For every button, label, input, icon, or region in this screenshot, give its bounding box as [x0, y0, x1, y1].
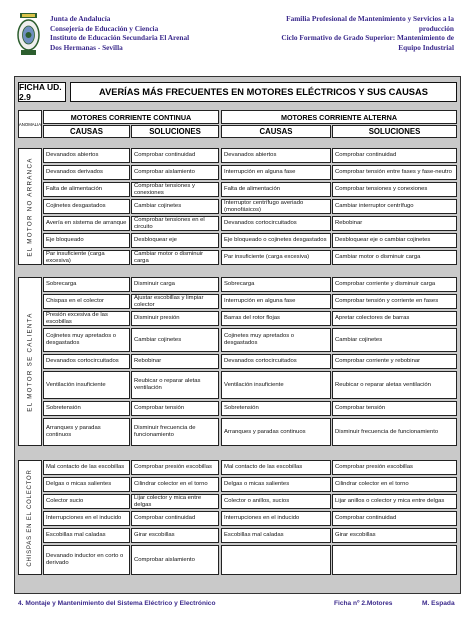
ac-cause-cell: Devanados cortocircuitados	[221, 354, 331, 369]
dc-solution-cell: Comprobar presión escobillas	[131, 460, 219, 475]
ac-cause-cell: Falta de alimentación	[221, 182, 331, 197]
anomaly-group-text: EL MOTOR NO ARRANCA	[26, 156, 34, 257]
ac-solution-cell: Comprobar presión escobillas	[332, 460, 457, 475]
dc-cause-cell: Interrupciones en el inducido	[43, 511, 130, 526]
dc-solution-cell: Disminuir carga	[131, 277, 219, 292]
ac-solution-cell: Cambiar motor o disminuir carga	[332, 250, 457, 265]
ac-solution-cell: Reubicar o reparar aletas ventilación	[332, 371, 457, 399]
ac-solution-cell: Girar escobillas	[332, 528, 457, 543]
dc-solution-cell: Cilindrar colector en el torno	[131, 477, 219, 492]
dc-cause-cell: Escobillas mal caladas	[43, 528, 130, 543]
dc-solution-cell: Comprobar aislamiento	[131, 165, 219, 180]
ac-cause-cell: Interruptor centrífugo averiado (monofásicos)	[221, 199, 331, 214]
dc-cause-cell: Ventilación insuficiente	[43, 371, 130, 399]
ac-cause-cell: Sobrecarga	[221, 277, 331, 292]
ac-cause-cell: Barras del rotor flojas	[221, 311, 331, 326]
ac-cause-cell: Devanados cortocircuitados	[221, 216, 331, 231]
ac-solution-cell: Comprobar corriente y rebobinar	[332, 354, 457, 369]
dc-solution-cell: Disminuir presión	[131, 311, 219, 326]
dc-solution-cell: Ajustar escobillas y limpiar colector	[131, 294, 219, 309]
anomaly-group-label	[18, 277, 42, 446]
dc-cause-cell: Devanados abiertos	[43, 148, 130, 163]
dc-solution-cell: Comprobar continuidad	[131, 511, 219, 526]
dc-cause-cell: Eje bloqueado	[43, 233, 130, 248]
ac-soluciones-header: SOLUCIONES	[332, 125, 457, 138]
dc-solution-cell: Comprobar tensión	[131, 401, 219, 416]
ac-causas-header: CAUSAS	[221, 125, 331, 138]
institution-line: Consejería de Educación y Ciencia	[50, 23, 159, 33]
ac-solution-cell: Lijar anillos o colector y mica entre delgas	[332, 494, 457, 509]
ac-solution-cell: Cambiar cojinetes	[332, 328, 457, 352]
dc-solution-cell: Cambiar cojinetes	[131, 328, 219, 352]
dc-cause-cell: Arranques y paradas continuos	[43, 418, 130, 446]
ficha-title: AVERÍAS MÁS FRECUENTES EN MOTORES ELÉCTRICOS Y SUS CAUSAS	[70, 82, 457, 102]
ac-solution-cell: Comprobar tensiones y conexiones	[332, 182, 457, 197]
ac-cause-cell: Escobillas mal caladas	[221, 528, 331, 543]
dc-cause-cell: Devanado inductor en corto o derivado	[43, 545, 130, 575]
institution-line: Dos Hermanas - Sevilla	[50, 42, 123, 52]
ac-cause-cell: Ventilación insuficiente	[221, 371, 331, 399]
ac-solution-cell: Comprobar tensión	[332, 401, 457, 416]
dc-cause-cell: Devanados derivados	[43, 165, 130, 180]
ac-solution-cell: Desbloquear eje o cambiar cojinetes	[332, 233, 457, 248]
dc-solution-cell: Girar escobillas	[131, 528, 219, 543]
ac-cause-cell: Arranques y paradas continuos	[221, 418, 331, 446]
program-line: Equipo Industrial	[398, 42, 454, 52]
anomaly-group-text: EL MOTOR SE CALIENTA	[26, 311, 34, 412]
dc-cause-cell: Colector sucio	[43, 494, 130, 509]
dc-cause-cell: Avería en sistema de arranque	[43, 216, 130, 231]
dc-cause-cell: Chispas en el colector	[43, 294, 130, 309]
dc-motors-header: MOTORES CORRIENTE CONTINUA	[43, 110, 219, 124]
dc-solution-cell: Comprobar aislamiento	[131, 545, 219, 575]
program-info	[274, 14, 454, 52]
ac-solution-cell: Disminuir frecuencia de funcionamiento	[332, 418, 457, 446]
crest-logo	[17, 13, 40, 56]
dc-solution-cell: Lijar colector y mica entre delgas	[131, 494, 219, 509]
institution-line: Instituto de Educación Secundaria El Arenal	[50, 33, 190, 42]
ac-solution-cell: Cilindrar colector en el torno	[332, 477, 457, 492]
dc-cause-cell: Mal contacto de las escobillas	[43, 460, 130, 475]
ac-cause-cell: Colector o anillos, sucios	[221, 494, 331, 509]
ac-solution-cell	[332, 545, 457, 575]
ac-cause-cell: Sobretensión	[221, 401, 331, 416]
ac-cause-cell: Interrupciones en el inducido	[221, 511, 331, 526]
dc-solution-cell: Rebobinar	[131, 354, 219, 369]
dc-cause-cell: Cojinetes desgastados	[43, 199, 130, 214]
dc-soluciones-header: SOLUCIONES	[131, 125, 219, 138]
ac-solution-cell: Comprobar corriente y disminuir carga	[332, 277, 457, 292]
dc-cause-cell: Falta de alimentación	[43, 182, 130, 197]
ac-solution-cell: Rebobinar	[332, 216, 457, 231]
page-header	[0, 0, 474, 72]
anomaly-group-label	[18, 148, 42, 265]
dc-cause-cell: Sobrecarga	[43, 277, 130, 292]
dc-solution-cell: Desbloquear eje	[131, 233, 219, 248]
anomaly-group-text: CHISPAS EN EL COLECTOR	[27, 468, 33, 567]
ac-cause-cell	[221, 545, 331, 575]
ac-cause-cell: Delgas o micas salientes	[221, 477, 331, 492]
program-line: Familia Profesional de Mantenimiento y Servicios a la	[286, 14, 454, 23]
footer-author: M. Espada	[422, 600, 455, 607]
ac-solution-cell: Comprobar tensión entre fases y fase-neutro	[332, 165, 457, 180]
ac-cause-cell: Interrupción en alguna fase	[221, 165, 331, 180]
dc-solution-cell: Cambiar motor o disminuir carga	[131, 250, 219, 265]
ac-solution-cell: Comprobar continuidad	[332, 148, 457, 163]
ac-solution-cell: Comprobar tensión y corriente en fases	[332, 294, 457, 309]
dc-cause-cell: Sobretensión	[43, 401, 130, 416]
ac-cause-cell: Mal contacto de las escobillas	[221, 460, 331, 475]
dc-cause-cell: Presión excesiva de las escobillas	[43, 311, 130, 326]
ac-cause-cell: Cojinetes muy apretados o desgastados	[221, 328, 331, 352]
ac-cause-cell: Eje bloqueado o cojinetes desgastados	[221, 233, 331, 248]
program-line: Ciclo Formativo de Grado Superior: Mantenimiento de	[281, 33, 454, 42]
ac-motors-header: MOTORES CORRIENTE ALTERNA	[221, 110, 457, 124]
dc-causas-header: CAUSAS	[43, 125, 130, 138]
dc-cause-cell: Par insuficiente (carga excesiva)	[43, 250, 130, 265]
institution-info	[50, 14, 189, 52]
dc-cause-cell: Cojinetes muy apretados o desgastados	[43, 328, 130, 352]
dc-cause-cell: Devanados cortocircuitados	[43, 354, 130, 369]
program-line: producción	[418, 23, 454, 33]
ac-cause-cell: Par insuficiente (carga excesiva)	[221, 250, 331, 265]
ac-solution-cell: Apretar colectores de barras	[332, 311, 457, 326]
anomaly-group-label	[18, 460, 42, 575]
dc-solution-cell: Comprobar tensiones en el circuito	[131, 216, 219, 231]
ac-cause-cell: Interrupción en alguna fase	[221, 294, 331, 309]
dc-solution-cell: Cambiar cojinetes	[131, 199, 219, 214]
footer-ficha: Ficha nº 2.Motores	[334, 600, 393, 607]
ac-solution-cell: Comprobar continuidad	[332, 511, 457, 526]
ac-cause-cell: Devanados abiertos	[221, 148, 331, 163]
footer-module: 4. Montaje y Mantenimiento del Sistema Eléctrico y Electrónico	[18, 600, 216, 607]
anomalia-label: ANOMALIA	[18, 110, 42, 138]
dc-solution-cell: Disminuir frecuencia de funcionamiento	[131, 418, 219, 446]
dc-solution-cell: Comprobar continuidad	[131, 148, 219, 163]
ac-solution-cell: Cambiar interruptor centrífugo	[332, 199, 457, 214]
ficha-code: FICHA UD. 2.9	[18, 82, 66, 102]
institution-line: Junta de Andalucía	[50, 14, 111, 23]
dc-cause-cell: Delgas o micas salientes	[43, 477, 130, 492]
dc-solution-cell: Comprobar tensiones y conexiones	[131, 182, 219, 197]
dc-solution-cell: Reubicar o reparar aletas ventilación	[131, 371, 219, 399]
